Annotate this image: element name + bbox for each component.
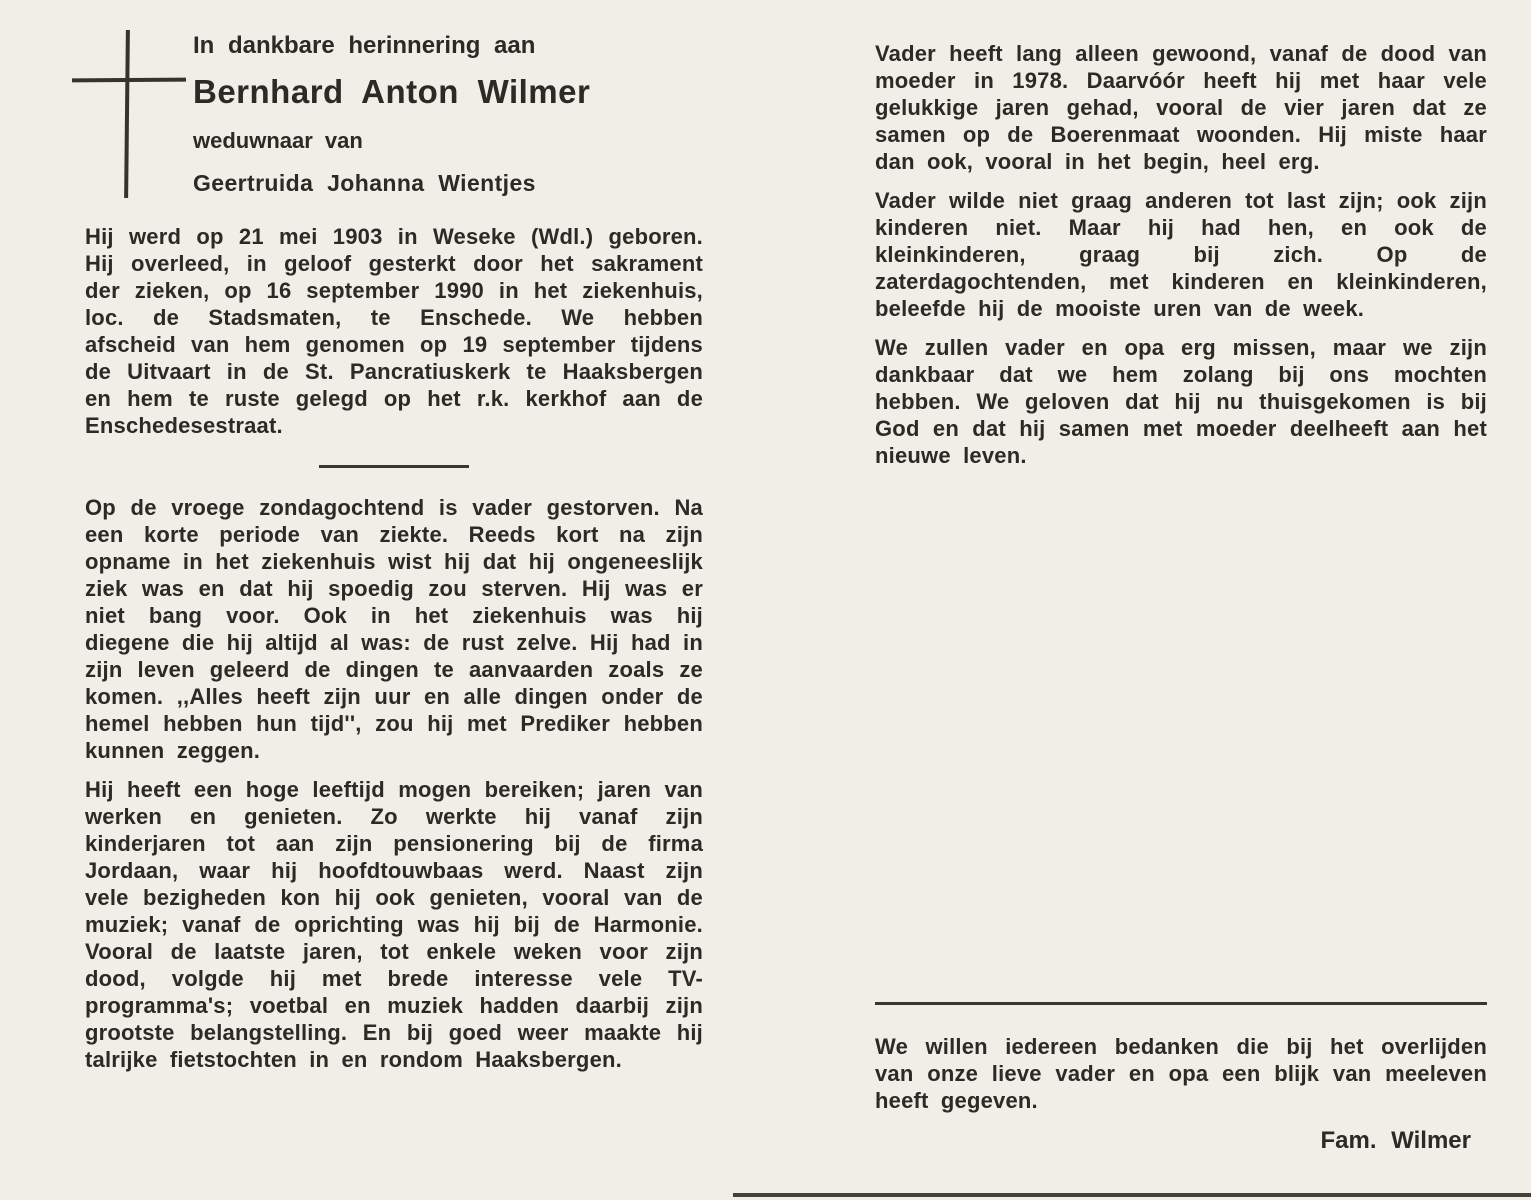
paragraph-life-work: Hij heeft een hoge leeftijd mogen bereiken; jaren van werken en genieten. Zo werkte hij vanaf zijn kinderjaren tot aan zijn pensionering bij de firma Jordaan, waar hij hoofdtouwbaas werd. Naast zijn vele bezigheden kon hij ook genieten, vooral van de muziek; vanaf de oprichting was hij bij de Harmonie. Vooral de laatste jaren, tot enkele weken voor zijn dood, volgde hij met brede interesse vele TV-programma's; voetbal en muziek hadden daarbij zijn grootste belangstelling. En bij goed weer maakte hij talrijke fietstochten in en rondom Haaksbergen.: [85, 777, 703, 1072]
paragraph-farewell: We zullen vader en opa erg missen, maar we zijn dankbaar dat we hem zolang bij ons mochten hebben. We geloven dat hij nu thuisgekomen is bij God en dat hij samen met moeder deelheeft aan het nieuwe leven.: [875, 335, 1487, 468]
paragraph-passing: Op de vroege zondagochtend is vader gestorven. Na een korte periode van ziekte. Reeds kort na zijn opname in het ziekenhuis wist hij dat hij ongeneeslijk ziek was en dat hij spoedig zou sterven. Hij was er niet bang voor. Ook in het ziekenhuis was hij diegene die hij altijd al was: de rust zelve. Hij had in zijn leven geleerd de dingen te aanvaarden zoals ze komen. ,,Alles heeft zijn uur en alle dingen onder de hemel hebben hun tijd'', zou hij met Prediker hebben kunnen zeggen.: [85, 495, 703, 763]
acknowledgement-divider: [875, 1002, 1487, 1005]
scan-edge-artifact: [733, 1193, 1531, 1197]
intro-line: In dankbare herinnering aan: [193, 32, 536, 59]
paragraph-birth-death: Hij werd op 21 mei 1903 in Weseke (Wdl.) geboren. Hij overleed, in geloof gesterkt door het sakrament der zieken, op 16 september 1990 in het ziekenhuis, loc. de Stadsmaten, te Enschede. We hebben afscheid van hem genomen op 19 september tijdens de Uitvaart in de St. Pancratiuskerk te Haaksbergen en hem te ruste gelegd op het r.k. kerkhof aan de Enschedesestraat.: [85, 224, 703, 438]
paragraph-family: Vader wilde niet graag anderen tot last zijn; ook zijn kinderen niet. Maar hij had hen, en ook de kleinkinderen, graag bij zich. Op de zaterdagochtenden, met kinderen en kleinkinderen, beleefde hij de mooiste uren van de week.: [875, 188, 1487, 321]
family-signature: Fam. Wilmer: [1320, 1127, 1471, 1154]
paragraph-widower-years: Vader heeft lang alleen gewoond, vanaf de dood van moeder in 1978. Daarvóór heeft hij met haar vele gelukkige jaren gehad, vooral de vier jaren dat ze samen op de Boerenmaat woonden. Hij miste haar dan ook, vooral in het begin, heel erg.: [875, 41, 1487, 174]
card-header: [193, 31, 703, 197]
left-column: [85, 25, 703, 1085]
acknowledgement-block: [875, 1002, 1487, 1156]
relation-line: weduwnaar van: [193, 128, 363, 153]
spouse-name: Geertruida Johanna Wientjes: [193, 170, 536, 196]
section-divider: [319, 465, 469, 468]
thanks-paragraph: We willen iedereen bedanken die bij het overlijden van onze lieve vader en opa een blijk van meeleven heeft gegeven.: [875, 1034, 1487, 1113]
deceased-name: Bernhard Anton Wilmer: [193, 73, 591, 110]
right-column: [875, 40, 1487, 481]
